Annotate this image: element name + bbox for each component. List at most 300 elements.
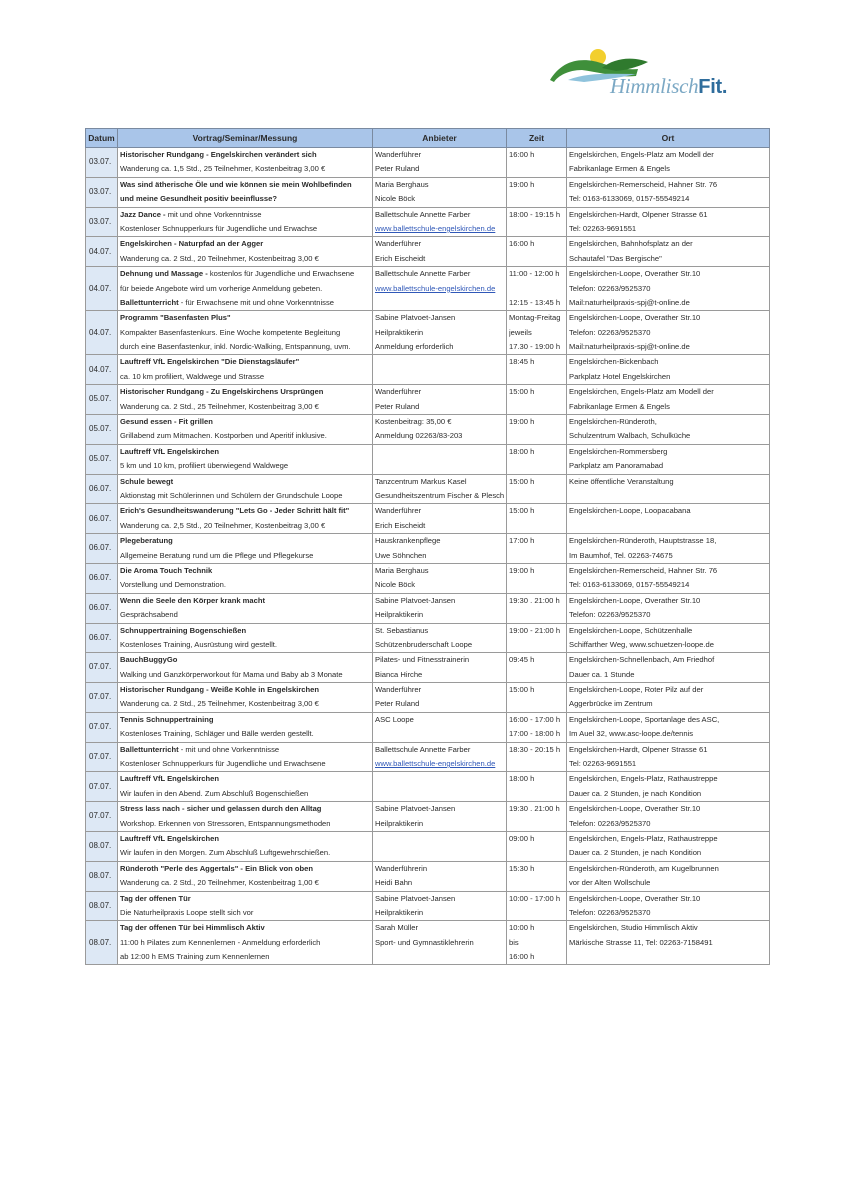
place-cell — [567, 683, 770, 713]
column-header-topic: Vortrag/Seminar/Messung — [118, 129, 373, 148]
topic-cell — [118, 385, 373, 415]
place-line: Engelskirchen-Loope, Overather Str.10 — [569, 269, 701, 279]
provider-cell — [373, 355, 507, 385]
provider-line — [375, 950, 504, 964]
event-title: Ballettunterricht — [120, 744, 179, 754]
provider-line: Sabine Platvoet-Jansen — [375, 313, 456, 323]
place-line: Tel: 02263-9691551 — [569, 759, 637, 769]
provider-line: Sabine Platvoet-Jansen — [375, 804, 456, 814]
event-schedule-table — [85, 128, 770, 965]
place-line: Dauer ca. 2 Stunden, je nach Kondition — [569, 788, 702, 798]
topic-line: Wanderung ca. 2 Std., 25 Teilnehmer, Kostenbeitrag 3,00 € — [120, 401, 319, 411]
provider-cell — [373, 653, 507, 683]
event-title: Lauftreff VfL Engelskirchen — [120, 446, 220, 456]
table-row — [86, 831, 770, 861]
date-cell: 06.07. — [86, 504, 118, 534]
provider-cell — [373, 207, 507, 237]
time-line: 12:15 - 13:45 h — [509, 297, 561, 307]
provider-line — [375, 772, 504, 786]
date-cell: 04.07. — [86, 311, 118, 355]
provider-cell — [373, 237, 507, 267]
provider-line: Pilates- und Fitnesstrainerin — [375, 655, 470, 665]
place-line: Engelskirchen-Loope, Schützenhalle — [569, 625, 693, 635]
provider-line: Sarah Müller — [375, 923, 419, 933]
event-title-note: - für Erwachsene mit und ohne Vorkenntnisse — [178, 297, 334, 307]
table-row — [86, 177, 770, 207]
place-line: Aggerbrücke im Zentrum — [569, 699, 653, 709]
place-line: Dauer ca. 1 Stunde — [569, 669, 635, 679]
topic-line — [120, 208, 370, 222]
time-line: 15:00 h — [509, 685, 535, 695]
time-cell — [507, 653, 567, 683]
table-row — [86, 207, 770, 237]
topic-line: Wanderung ca. 2 Std., 25 Teilnehmer, Kostenbeitrag 3,00 € — [120, 699, 319, 709]
place-line: Parkplatz am Panoramabad — [569, 461, 664, 471]
time-line: Montag-Freitag — [509, 313, 561, 323]
himmlischfit-logo — [548, 46, 728, 108]
provider-cell — [373, 712, 507, 742]
topic-line: ab 12:00 h EMS Training zum Kennenlernen — [120, 952, 270, 962]
topic-line: Wanderung ca. 2 Std., 20 Teilnehmer, Kostenbeitrag 1,00 € — [120, 878, 319, 888]
time-line: 16:00 h — [509, 239, 535, 249]
provider-line — [375, 846, 504, 860]
time-line: 10:00 - 17:00 h — [509, 893, 561, 903]
event-title: Lauftreff VfL Engelskirchen — [120, 833, 220, 843]
time-cell — [507, 267, 567, 311]
place-line: Keine öffentliche Veranstaltung — [569, 476, 674, 486]
website-link[interactable]: www.ballettschule-engelskirchen.de — [375, 283, 496, 293]
provider-line — [375, 445, 504, 459]
place-line: Mail:naturheilpraxis-spj@t-online.de — [569, 297, 690, 307]
place-line: Engelskirchen, Engels-Platz, Rathaustreppe — [569, 774, 718, 784]
topic-line: Wir laufen in den Morgen. Zum Abschluß Luftgewehrschießen. — [120, 848, 331, 858]
time-line: 19:00 h — [509, 179, 535, 189]
topic-line: Grillabend zum Mitmachen. Kostporben und Aperitif inklusive. — [120, 431, 327, 441]
time-cell — [507, 385, 567, 415]
provider-line: Wanderführer — [375, 387, 422, 397]
topic-line — [120, 862, 370, 876]
provider-line — [375, 296, 504, 310]
column-header-date: Datum — [86, 129, 118, 148]
provider-line: Heilpraktikerin — [375, 327, 424, 337]
topic-line — [120, 296, 370, 310]
time-line: 15:00 h — [509, 506, 535, 516]
date-cell: 03.07. — [86, 148, 118, 178]
time-cell — [507, 593, 567, 623]
provider-line: Wanderführerin — [375, 863, 428, 873]
place-cell — [567, 355, 770, 385]
provider-cell — [373, 444, 507, 474]
topic-cell — [118, 712, 373, 742]
place-line: Engelskirchen-Rommersberg — [569, 446, 668, 456]
place-cell — [567, 742, 770, 772]
table-row — [86, 861, 770, 891]
table-row — [86, 504, 770, 534]
time-line: jeweils — [509, 327, 532, 337]
place-line: Engelskirchen, Studio Himmlisch Aktiv — [569, 923, 698, 933]
time-cell — [507, 623, 567, 653]
topic-cell — [118, 148, 373, 178]
provider-cell — [373, 742, 507, 772]
provider-line: Peter Ruland — [375, 164, 420, 174]
place-line: Telefon: 02263/9525370 — [569, 283, 651, 293]
topic-line — [120, 713, 370, 727]
provider-line: Erich Eischeidt — [375, 520, 426, 530]
provider-line: Schützenbruderschaft Loope — [375, 639, 473, 649]
provider-line: Peter Ruland — [375, 401, 420, 411]
time-cell — [507, 148, 567, 178]
provider-line: Ballettschule Annette Farber — [375, 269, 471, 279]
table-row — [86, 921, 770, 965]
time-line: 19:00 - 21:00 h — [509, 625, 561, 635]
provider-line — [375, 370, 504, 384]
topic-cell — [118, 355, 373, 385]
date-cell: 06.07. — [86, 593, 118, 623]
time-cell — [507, 921, 567, 965]
event-title: Stress lass nach - sicher und gelassen durch den Alltag — [120, 804, 322, 814]
table-row — [86, 534, 770, 564]
provider-cell — [373, 534, 507, 564]
provider-line: Sabine Platvoet-Jansen — [375, 893, 456, 903]
topic-cell — [118, 534, 373, 564]
topic-line: Kostenloser Schnupperkurs für Jugendliche und Erwachse — [120, 223, 318, 233]
place-cell — [567, 772, 770, 802]
topic-line: Kompakter Basenfastenkurs. Eine Woche kompetente Begleitung — [120, 327, 341, 337]
topic-line: Wanderung ca. 2,5 Std., 20 Teilnehmer, Kostenbeitrag 3,00 € — [120, 520, 326, 530]
event-title: Historischer Rundgang - Zu Engelskirchens Ursprüngen — [120, 387, 324, 397]
place-line: Tel: 0163-6133069, 0157-55549214 — [569, 580, 690, 590]
provider-line: Sabine Platvoet-Jansen — [375, 595, 456, 605]
provider-cell — [373, 861, 507, 891]
topic-line — [120, 237, 370, 251]
event-title: Lauftreff VfL Engelskirchen "Die Dienstagsläufer" — [120, 357, 300, 367]
topic-cell — [118, 311, 373, 355]
provider-cell — [373, 683, 507, 713]
date-cell: 04.07. — [86, 355, 118, 385]
time-cell — [507, 311, 567, 355]
event-title: Jazz Dance - — [120, 209, 166, 219]
provider-line: St. Sebastianus — [375, 625, 429, 635]
topic-line — [120, 653, 370, 667]
place-cell — [567, 474, 770, 504]
time-line: 15:00 h — [509, 387, 535, 397]
time-line: 18:30 - 20:15 h — [509, 744, 561, 754]
topic-cell — [118, 444, 373, 474]
provider-line — [375, 832, 504, 846]
table-row — [86, 444, 770, 474]
time-line: 17:00 - 18:00 h — [509, 729, 561, 739]
topic-line: Kostenloses Training, Schläger und Bälle werden gestellt. — [120, 729, 314, 739]
provider-line: Uwe Söhnchen — [375, 550, 427, 560]
topic-cell — [118, 921, 373, 965]
event-title-note: mit und ohne Vorkenntnisse — [165, 209, 262, 219]
topic-cell — [118, 593, 373, 623]
topic-line — [120, 445, 370, 459]
provider-line: Heilpraktikerin — [375, 818, 424, 828]
topic-line — [120, 832, 370, 846]
time-line: 19:00 h — [509, 417, 535, 427]
time-cell — [507, 444, 567, 474]
provider-line: Kostenbeitrag: 35,00 € — [375, 417, 452, 427]
topic-line: Wir laufen in den Abend. Zum Abschluß Bogenschießen — [120, 788, 309, 798]
place-cell — [567, 593, 770, 623]
event-title-note: kostenlos für Jugendliche und Erwachsene — [207, 269, 355, 279]
date-cell: 03.07. — [86, 177, 118, 207]
place-line: Engelskirchen-Hardt, Olpener Strasse 61 — [569, 744, 708, 754]
date-cell: 08.07. — [86, 891, 118, 921]
provider-cell — [373, 921, 507, 965]
event-title: Historischer Rundgang - Engelskirchen verändert sich — [120, 150, 317, 159]
topic-line: 11:00 h Pilates zum Kennenlernen - Anmeldung erforderlich — [120, 937, 321, 947]
date-cell: 07.07. — [86, 772, 118, 802]
place-line: Engelskirchen-Ründeroth, Hauptstrasse 18, — [569, 536, 717, 546]
provider-line: Maria Berghaus — [375, 565, 429, 575]
provider-cell — [373, 831, 507, 861]
event-title: Tag der offenen Tür bei Himmlisch Aktiv — [120, 923, 265, 933]
provider-line — [375, 787, 504, 801]
place-line: Engelskirchen-Loope, Loopacabana — [569, 506, 691, 516]
provider-cell — [373, 385, 507, 415]
time-line: 18:00 h — [509, 774, 535, 784]
provider-line: Maria Berghaus — [375, 179, 429, 189]
topic-line: Die Naturheilpraxis Loope stellt sich vor — [120, 907, 254, 917]
topic-cell — [118, 653, 373, 683]
logo-brand-text: Fit. — [698, 76, 728, 98]
place-line: Dauer ca. 2 Stunden, je nach Kondition — [569, 848, 702, 858]
time-cell — [507, 712, 567, 742]
place-line: Engelskirchen-Bickenbach — [569, 357, 659, 367]
topic-line — [120, 311, 370, 325]
place-line — [569, 950, 767, 964]
table-row — [86, 385, 770, 415]
topic-cell — [118, 861, 373, 891]
place-line: Schautafel "Das Bergische" — [569, 253, 662, 263]
table-row — [86, 891, 770, 921]
place-line: Märkische Strasse 11, Tel: 02263-7158491 — [569, 937, 713, 947]
place-line: Im Auel 32, www.asc-loope.de/tennis — [569, 729, 694, 739]
place-line: vor der Alten Wollschule — [569, 878, 651, 888]
place-line: Parkplatz Hotel Engelskirchen — [569, 371, 671, 381]
date-cell: 05.07. — [86, 415, 118, 445]
date-cell: 07.07. — [86, 802, 118, 832]
provider-line: Sport- und Gymnastiklehrerin — [375, 937, 474, 947]
time-line: bis — [509, 937, 519, 947]
provider-line: Erich Eischeidt — [375, 253, 426, 263]
event-title: Gesund essen - Fit grillen — [120, 417, 213, 427]
event-title: BauchBuggyGo — [120, 655, 178, 665]
date-cell: 05.07. — [86, 385, 118, 415]
place-cell — [567, 802, 770, 832]
place-cell — [567, 921, 770, 965]
topic-cell — [118, 802, 373, 832]
time-line: 09:45 h — [509, 655, 535, 665]
place-cell — [567, 891, 770, 921]
place-line: Engelskirchen-Hardt, Olpener Strasse 61 — [569, 209, 708, 219]
logo-script-text: Himmlisch — [610, 74, 699, 98]
topic-cell — [118, 177, 373, 207]
provider-cell — [373, 802, 507, 832]
time-cell — [507, 861, 567, 891]
provider-cell — [373, 148, 507, 178]
topic-line — [120, 534, 370, 548]
time-cell — [507, 742, 567, 772]
topic-line — [120, 475, 370, 489]
provider-cell — [373, 891, 507, 921]
topic-line: Walking und Ganzkörperworkout für Mama und Baby ab 3 Monate — [120, 669, 343, 679]
topic-line — [120, 921, 370, 935]
time-cell — [507, 415, 567, 445]
topic-line: Aktionstag mit Schülerinnen und Schülern der Grundschule Loope — [120, 490, 343, 500]
table-row — [86, 415, 770, 445]
table-row — [86, 311, 770, 355]
event-title: Tag der offenen Tür — [120, 893, 191, 903]
time-cell — [507, 474, 567, 504]
table-row — [86, 623, 770, 653]
topic-cell — [118, 415, 373, 445]
place-line: Engelskirchen-Loope, Overather Str.10 — [569, 893, 701, 903]
place-line: Tel: 0163-6133069, 0157-55549214 — [569, 194, 690, 204]
place-line: Telefon: 02263/9525370 — [569, 327, 651, 337]
time-line: 16:00 h — [509, 952, 535, 962]
place-cell — [567, 444, 770, 474]
date-cell: 08.07. — [86, 921, 118, 965]
date-cell: 07.07. — [86, 653, 118, 683]
topic-line: Vorstellung und Demonstration. — [120, 580, 226, 590]
event-title: Programm "Basenfasten Plus" — [120, 313, 231, 323]
table-row — [86, 653, 770, 683]
event-title: Wenn die Seele den Körper krank macht — [120, 595, 266, 605]
column-header-place: Ort — [567, 129, 770, 148]
topic-line — [120, 504, 370, 518]
date-cell: 07.07. — [86, 683, 118, 713]
time-line — [509, 282, 564, 296]
event-title: Dehnung und Massage - — [120, 269, 208, 279]
provider-line: Heilpraktikerin — [375, 907, 424, 917]
time-line: 16:00 - 17:00 h — [509, 714, 561, 724]
topic-line — [120, 355, 370, 369]
time-cell — [507, 891, 567, 921]
provider-cell — [373, 593, 507, 623]
provider-line: Hauskrankenpflege — [375, 536, 441, 546]
topic-cell — [118, 237, 373, 267]
topic-line: durch eine Basenfastenkur, inkl. Nordic-Walking, Entspannung, uvm. — [120, 342, 351, 352]
place-line: Fabrikanlage Ermen & Engels — [569, 164, 670, 174]
place-cell — [567, 148, 770, 178]
provider-cell — [373, 563, 507, 593]
provider-line: Peter Ruland — [375, 699, 420, 709]
event-title: Tennis Schnuppertraining — [120, 714, 214, 724]
date-cell: 04.07. — [86, 267, 118, 311]
place-cell — [567, 385, 770, 415]
topic-cell — [118, 623, 373, 653]
place-line: Engelskirchen-Loope, Roter Pilz auf der — [569, 685, 704, 695]
topic-line — [120, 624, 370, 638]
topic-line — [120, 802, 370, 816]
logo-wordmark — [610, 74, 727, 99]
table-row — [86, 712, 770, 742]
place-line: Telefon: 02263/9525370 — [569, 907, 651, 917]
provider-line: Wanderführer — [375, 685, 422, 695]
table-row — [86, 683, 770, 713]
time-line: 19:00 h — [509, 565, 535, 575]
topic-cell — [118, 474, 373, 504]
event-title: Die Aroma Touch Technik — [120, 565, 213, 575]
place-line: Engelskirchen, Engels-Platz am Modell der — [569, 387, 714, 397]
topic-line: Wanderung ca. 2 Std., 20 Teilnehmer, Kostenbeitrag 3,00 € — [120, 253, 319, 263]
topic-line: Gesprächsabend — [120, 610, 178, 620]
provider-line: Anmeldung erforderlich — [375, 342, 454, 352]
event-title: Plegeberatung — [120, 536, 173, 546]
provider-line: Heilpraktikerin — [375, 610, 424, 620]
provider-line — [375, 355, 504, 369]
time-line: 19:30 . 21:00 h — [509, 595, 560, 605]
place-line: Engelskirchen, Engels-Platz, Rathaustreppe — [569, 833, 718, 843]
provider-line: Wanderführer — [375, 239, 422, 249]
event-title: Lauftreff VfL Engelskirchen — [120, 774, 220, 784]
topic-line — [120, 772, 370, 786]
time-line: 18:00 h — [509, 446, 535, 456]
topic-line — [120, 594, 370, 608]
place-cell — [567, 653, 770, 683]
topic-cell — [118, 683, 373, 713]
time-line: 17.30 - 19:00 h — [509, 342, 561, 352]
place-line: Engelskirchen-Schnellenbach, Am Friedhof — [569, 655, 715, 665]
provider-line: Nicole Böck — [375, 194, 416, 204]
time-line: 17:00 h — [509, 536, 535, 546]
table-row — [86, 237, 770, 267]
event-title: Schule bewegt — [120, 476, 174, 486]
topic-cell — [118, 831, 373, 861]
provider-cell — [373, 623, 507, 653]
time-cell — [507, 207, 567, 237]
website-link[interactable]: www.ballettschule-engelskirchen.de — [375, 223, 496, 233]
time-line: 16:00 h — [509, 150, 535, 159]
topic-line: 5 km und 10 km, profiliert überwiegend Waldwege — [120, 461, 289, 471]
place-cell — [567, 563, 770, 593]
topic-line: Kostenloses Training, Ausrüstung wird gestellt. — [120, 639, 278, 649]
place-line: Schulzentrum Walbach, Schulküche — [569, 431, 691, 441]
topic-line: Workshop. Erkennen von Stressoren, Entspannungsmethoden — [120, 818, 331, 828]
time-cell — [507, 237, 567, 267]
provider-line: Anmeldung 02263/83-203 — [375, 431, 463, 441]
place-line: Schiffarther Weg, www.schuetzen-loope.de — [569, 639, 714, 649]
provider-line: Ballettschule Annette Farber — [375, 744, 471, 754]
topic-cell — [118, 772, 373, 802]
column-header-time: Zeit — [507, 129, 567, 148]
date-cell: 08.07. — [86, 861, 118, 891]
place-line: Engelskirchen, Engels-Platz am Modell der — [569, 150, 714, 159]
website-link[interactable]: www.ballettschule-engelskirchen.de — [375, 759, 496, 769]
date-cell: 07.07. — [86, 712, 118, 742]
date-cell: 06.07. — [86, 474, 118, 504]
time-line: 18:00 - 19:15 h — [509, 209, 561, 219]
provider-cell — [373, 267, 507, 311]
time-cell — [507, 504, 567, 534]
topic-line — [120, 892, 370, 906]
topic-line: für beiede Angebote wird um vorherige Anmeldung gebeten. — [120, 283, 323, 293]
time-cell — [507, 534, 567, 564]
topic-line: Wanderung ca. 1,5 Std., 25 Teilnehmer, Kostenbeitrag 3,00 € — [120, 164, 326, 174]
time-line: 10:00 h — [509, 923, 535, 933]
provider-line: Gesundheitszentrum Fischer & Plesch — [375, 490, 504, 500]
table-row — [86, 148, 770, 178]
place-cell — [567, 207, 770, 237]
provider-cell — [373, 177, 507, 207]
time-line: 19:30 . 21:00 h — [509, 804, 560, 814]
place-line: Engelskirchen-Loope, Overather Str.10 — [569, 313, 701, 323]
date-cell: 06.07. — [86, 563, 118, 593]
provider-cell — [373, 415, 507, 445]
